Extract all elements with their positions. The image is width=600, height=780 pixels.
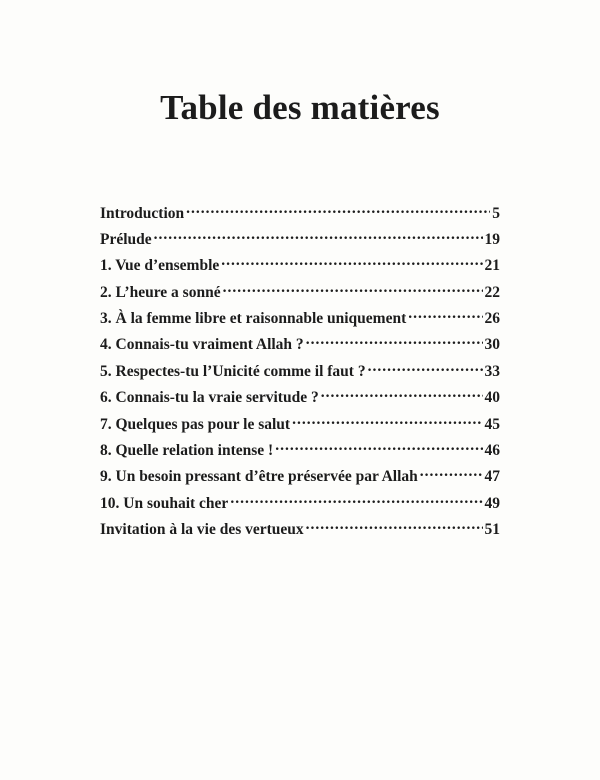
toc-entry-label: 3. À la femme libre et raisonnable uniquement bbox=[100, 310, 407, 328]
toc-entry bbox=[100, 281, 500, 307]
toc-entry-page: 30 bbox=[484, 336, 500, 354]
toc-entry-page: 46 bbox=[484, 442, 500, 460]
toc-entry-label: 10. Un souhait cher bbox=[100, 494, 229, 512]
toc-entry bbox=[100, 413, 500, 439]
toc-entry bbox=[100, 440, 500, 466]
toc-entry-page: 45 bbox=[484, 415, 500, 433]
page-title: Table des matières bbox=[160, 88, 440, 127]
toc-entry-label: Prélude bbox=[100, 230, 152, 248]
dot-leader bbox=[275, 440, 482, 456]
toc-entry-label: 1. Vue d’ensemble bbox=[100, 257, 220, 275]
toc-entry-page: 51 bbox=[484, 521, 500, 539]
table-of-contents bbox=[100, 202, 500, 545]
toc-entry-label: 7. Quelques pas pour le salut bbox=[100, 415, 291, 433]
toc-entry-page: 49 bbox=[484, 494, 500, 512]
toc-entry bbox=[100, 492, 500, 518]
toc-entry bbox=[100, 519, 500, 545]
toc-entry-page: 5 bbox=[492, 204, 500, 222]
toc-entry-page: 33 bbox=[484, 362, 500, 380]
toc-entry bbox=[100, 228, 500, 254]
toc-entry-label: 2. L’heure a sonné bbox=[100, 283, 221, 301]
dot-leader bbox=[221, 255, 482, 271]
toc-entry-label: Introduction bbox=[100, 204, 185, 222]
toc-entry-page: 19 bbox=[484, 230, 500, 248]
toc-entry bbox=[100, 334, 500, 360]
toc-entry-label: 6. Connais-tu la vraie servitude ? bbox=[100, 389, 319, 407]
dot-leader bbox=[306, 519, 483, 535]
toc-entry-label: Invitation à la vie des vertueux bbox=[100, 521, 304, 539]
toc-entry-label: 4. Connais-tu vraiment Allah ? bbox=[100, 336, 304, 354]
toc-entry-label: 5. Respectes-tu l’Unicité comme il faut ? bbox=[100, 362, 366, 380]
toc-entry-page: 47 bbox=[484, 468, 500, 486]
dot-leader bbox=[186, 202, 490, 218]
toc-entry bbox=[100, 466, 500, 492]
toc-entry-label: 8. Quelle relation intense ! bbox=[100, 442, 274, 460]
toc-entry bbox=[100, 387, 500, 413]
toc-entry bbox=[100, 308, 500, 334]
toc-entry-label: 9. Un besoin pressant d’être préservée par Allah bbox=[100, 468, 418, 486]
dot-leader bbox=[408, 308, 482, 324]
toc-entry-page: 40 bbox=[484, 389, 500, 407]
toc-entry-page: 21 bbox=[484, 257, 500, 275]
toc-entry bbox=[100, 202, 500, 228]
dot-leader bbox=[230, 492, 482, 508]
dot-leader bbox=[368, 360, 483, 376]
toc-entry-page: 26 bbox=[484, 310, 500, 328]
toc-entry bbox=[100, 255, 500, 281]
toc-entry bbox=[100, 360, 500, 386]
dot-leader bbox=[223, 281, 483, 297]
dot-leader bbox=[321, 387, 483, 403]
dot-leader bbox=[420, 466, 483, 482]
dot-leader bbox=[154, 228, 483, 244]
dot-leader bbox=[306, 334, 483, 350]
toc-entry-page: 22 bbox=[484, 283, 500, 301]
dot-leader bbox=[292, 413, 482, 429]
